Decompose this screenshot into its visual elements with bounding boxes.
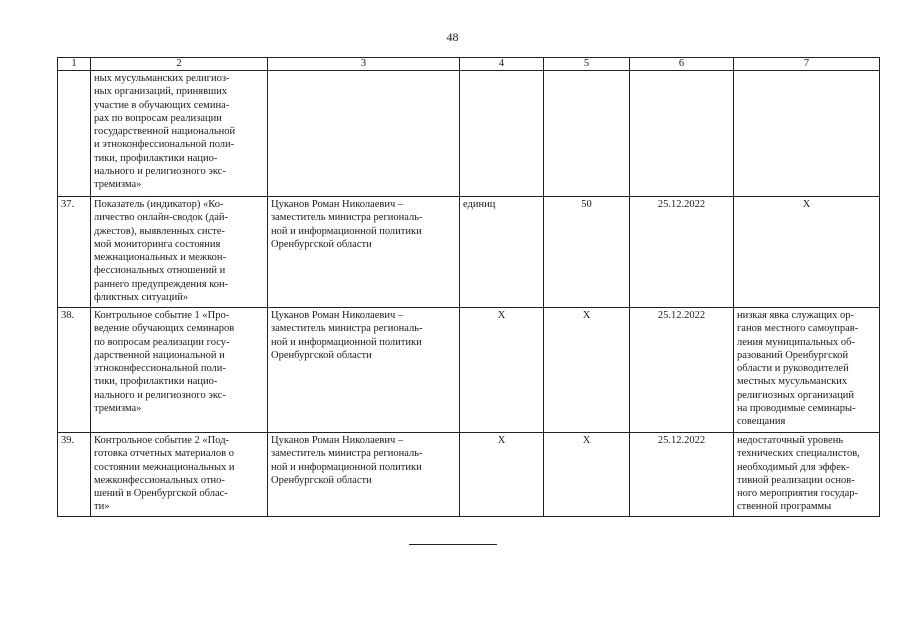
row-number: 39. <box>58 433 91 517</box>
column-header-1: 1 <box>58 58 91 71</box>
column-header-2: 2 <box>91 58 268 71</box>
column-header-5: 5 <box>544 58 630 71</box>
row-note: низкая явка служащих ор- ганов местного самоуправ- ления муниципальных об- разований Оренбургской области и руководителей местных мусульманских религиозных организаций на проводимые семинары- совещания <box>734 308 880 433</box>
row-number: 38. <box>58 308 91 433</box>
row-unit <box>460 71 544 197</box>
row-responsible <box>268 71 460 197</box>
row-name: Контрольное событие 2 «Под- готовка отчетных материалов о состоянии межнациональных и межконфессиональных отно- шений в Оренбургской облас- ти» <box>91 433 268 517</box>
row-value: X <box>544 308 630 433</box>
page-number: 48 <box>446 30 459 44</box>
row-note <box>734 71 880 197</box>
row-unit: X <box>460 308 544 433</box>
row-responsible: Цуканов Роман Николаевич – заместитель министра региональ- ной и информационной политики Оренбургской области <box>268 197 460 308</box>
row-number <box>58 71 91 197</box>
column-header-6: 6 <box>630 58 734 71</box>
table-row <box>58 197 880 308</box>
program-indicators-table <box>57 57 880 517</box>
row-value: X <box>544 433 630 517</box>
footnote-separator <box>409 544 497 545</box>
table-row <box>58 308 880 433</box>
row-unit: X <box>460 433 544 517</box>
row-unit: единиц <box>460 197 544 308</box>
row-responsible: Цуканов Роман Николаевич – заместитель министра региональ- ной и информационной политики Оренбургской области <box>268 433 460 517</box>
row-responsible: Цуканов Роман Николаевич – заместитель министра региональ- ной и информационной политики Оренбургской области <box>268 308 460 433</box>
row-note: недостаточный уровень технических специалистов, необходимый для эффек- тивной реализации основ- ного мероприятия государ- ственной программы <box>734 433 880 517</box>
row-date: 25.12.2022 <box>630 433 734 517</box>
row-date: 25.12.2022 <box>630 197 734 308</box>
row-name: Показатель (индикатор) «Ко- личество онлайн-сводок (дай- джестов), выявленных систе- мой мониторинга состояния межнациональных и межкон- фессиональных отношений и раннего предупреждения кон- фликтных ситуаций» <box>91 197 268 308</box>
row-value: 50 <box>544 197 630 308</box>
row-date: 25.12.2022 <box>630 308 734 433</box>
row-name: Контрольное событие 1 «Про- ведение обучающих семинаров по вопросам реализации госу- дарственной национальной и этноконфессиональной поли- тики, профилактики нацио- нального и религиозного экс- тремизма» <box>91 308 268 433</box>
column-header-7: 7 <box>734 58 880 71</box>
row-number: 37. <box>58 197 91 308</box>
column-header-3: 3 <box>268 58 460 71</box>
row-value <box>544 71 630 197</box>
table-row <box>58 71 880 197</box>
row-date <box>630 71 734 197</box>
column-header-4: 4 <box>460 58 544 71</box>
table-header-row <box>58 58 880 71</box>
row-name: ных мусульманских религиоз- ных организаций, принявших участие в обучающих семина- рах по вопросам реализации государственной национальной и этноконфессиональной поли- тики, профилактики нацио- нального и религиозного экс- тремизма» <box>91 71 268 197</box>
row-note: X <box>734 197 880 308</box>
table-row <box>58 433 880 517</box>
